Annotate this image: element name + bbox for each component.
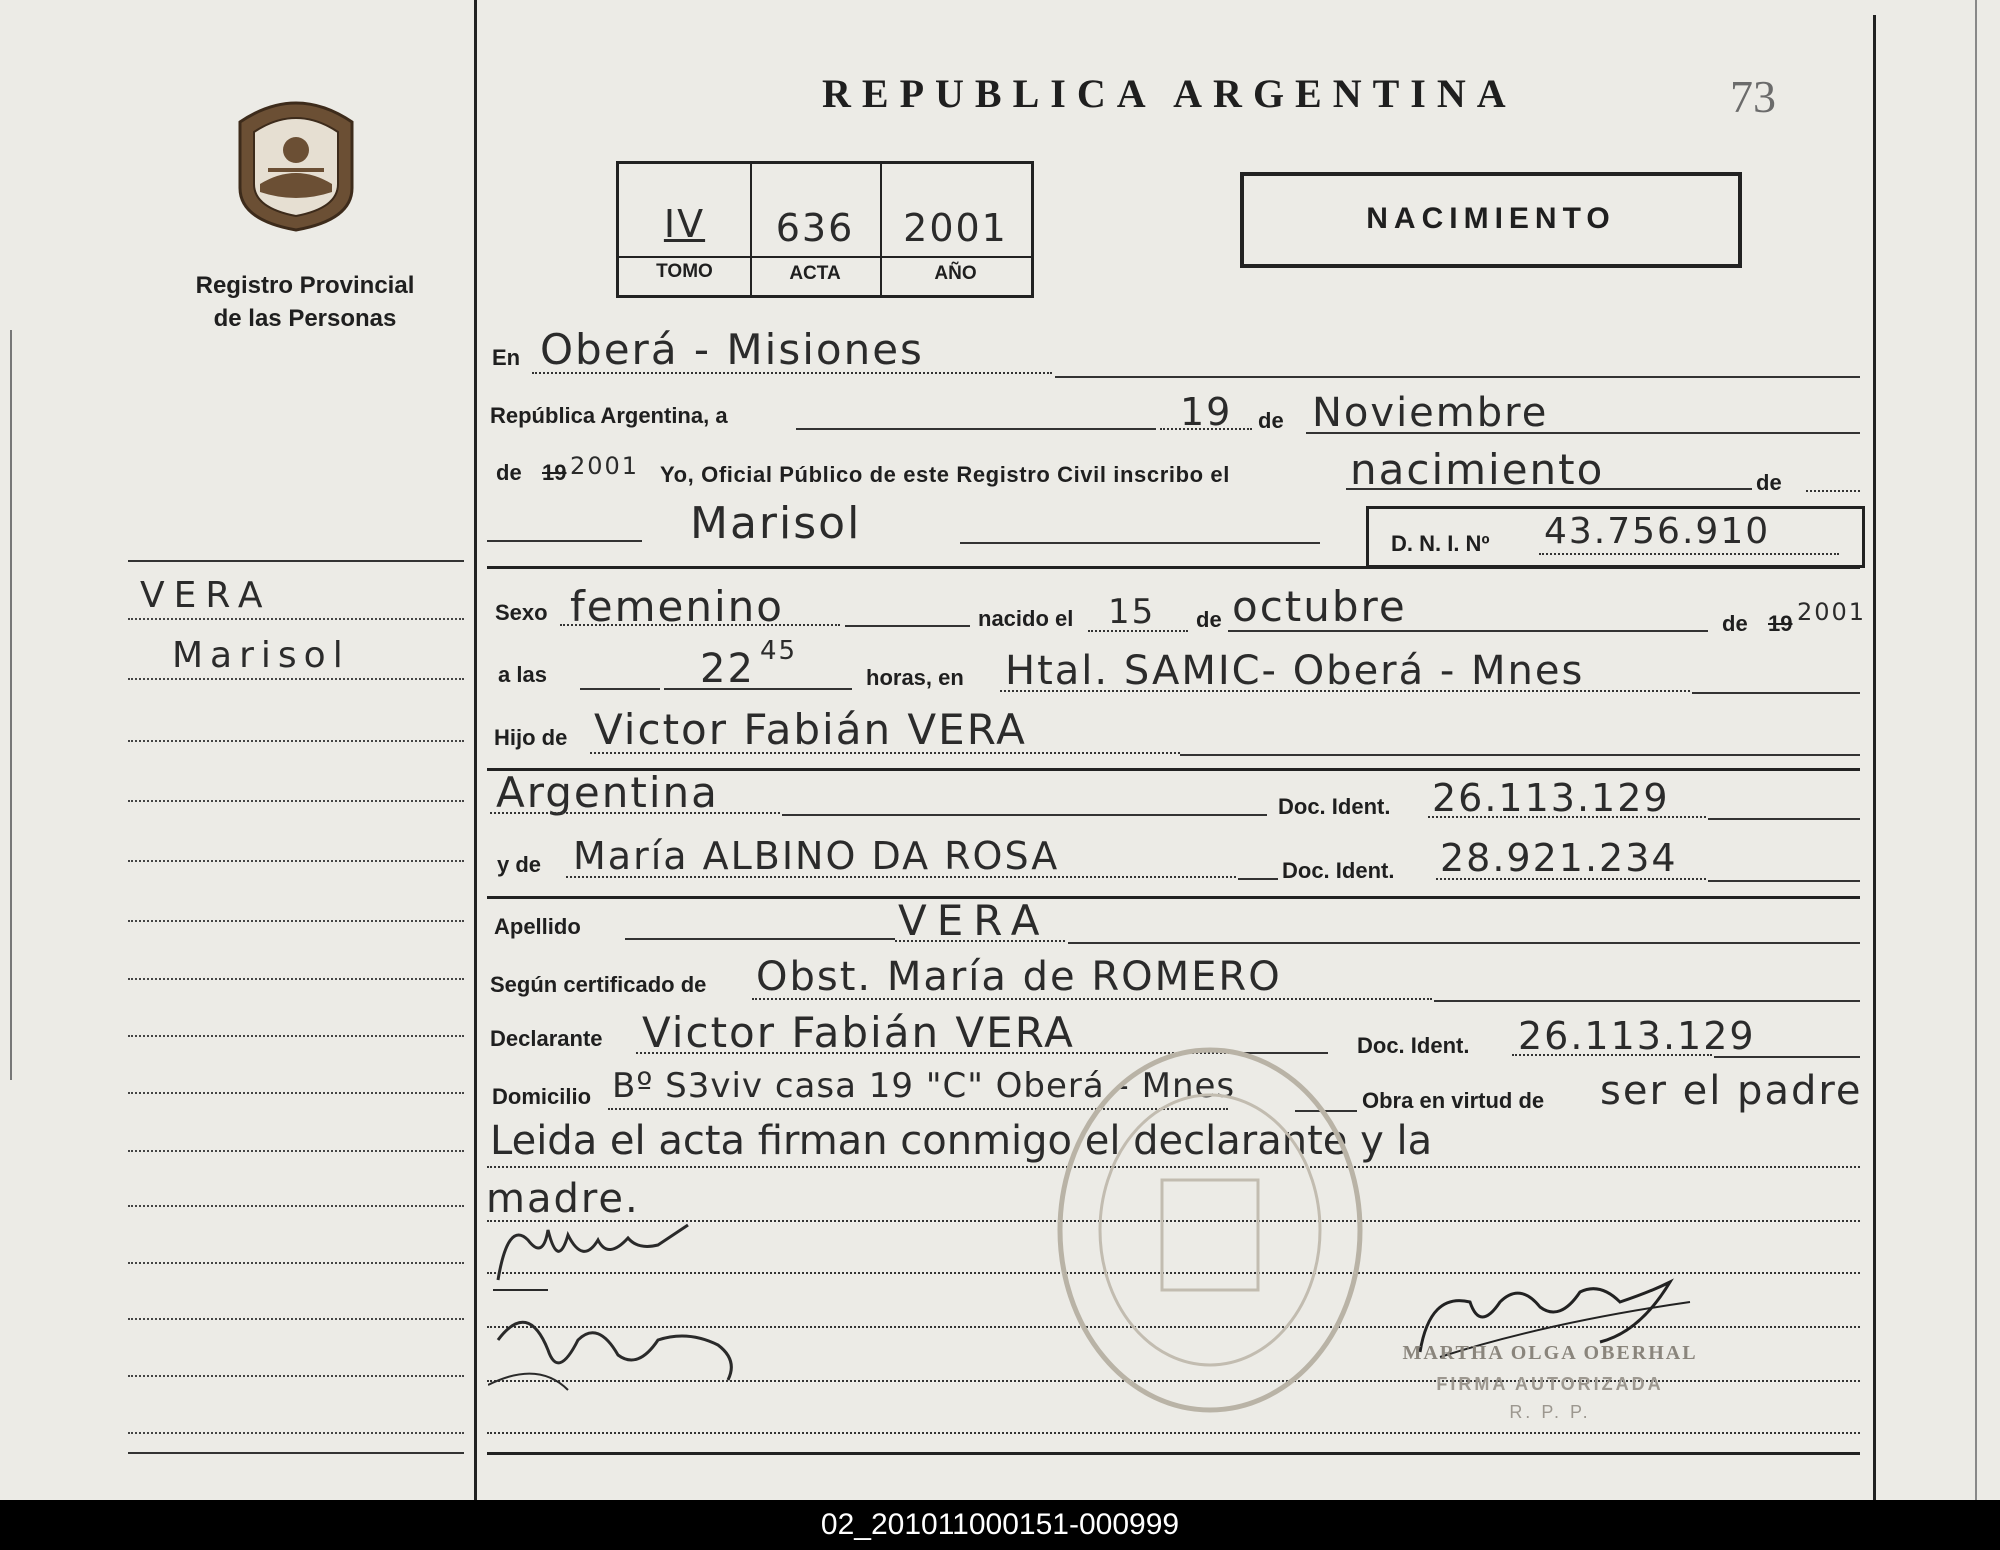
yo-text: Yo, Oficial Público de este Registro Civil inscribo el	[660, 462, 1230, 487]
dni-value: 43.756.910	[1544, 511, 1771, 552]
inscribo-value: nacimiento	[1350, 445, 1605, 494]
certificate-value: Obst. María de ROMERO	[756, 954, 1282, 1000]
nacido-day: 15	[1108, 592, 1156, 632]
tomo-label: TOMO	[656, 261, 713, 282]
de3-label: de	[1756, 470, 1782, 495]
record-type: NACIMIENTO	[1366, 202, 1616, 235]
republica-label: República Argentina, a	[490, 403, 728, 428]
doc-label-mother: Doc. Ident.	[1282, 858, 1395, 883]
mother-signature	[488, 1300, 788, 1400]
registry-name-line1: Registro Provincial	[195, 272, 415, 299]
dni-label: D. N. I. Nº	[1391, 531, 1490, 556]
official-title: FIRMA AUTORIZADA	[1436, 1374, 1664, 1394]
place-value: Oberá - Misiones	[540, 325, 924, 374]
right-border	[1873, 15, 1876, 1500]
nacido-year: 2001	[1797, 598, 1867, 626]
alas-minutes: 45	[760, 636, 798, 666]
father-doc: 26.113.129	[1432, 776, 1670, 820]
folio-number: 73	[1730, 71, 1776, 122]
registry-stamp	[1050, 1040, 1370, 1420]
registry-name-line2: de las Personas	[213, 305, 397, 332]
apellido-label: Apellido	[494, 914, 581, 939]
obra-value: ser el padre	[1600, 1068, 1863, 1114]
de5-label: de	[1722, 611, 1748, 636]
column-divider	[474, 0, 477, 1500]
year-value: 2001	[570, 452, 640, 480]
obra-label: Obra en virtud de	[1362, 1088, 1545, 1113]
month-value: Noviembre	[1312, 390, 1549, 436]
apellido-value: VERA	[898, 896, 1050, 945]
doc-label-declarante: Doc. Ident.	[1357, 1033, 1470, 1058]
binding-edge	[10, 330, 12, 1080]
reference-box	[616, 161, 1034, 298]
acta-label: ACTA	[789, 263, 841, 284]
child-value: Marisol	[690, 498, 862, 549]
nacido-month: octubre	[1232, 582, 1407, 631]
official-name: MARTHA OLGA OBERHAL	[1402, 1342, 1698, 1364]
margin-top-rule	[128, 560, 464, 562]
acta-value: 636	[775, 206, 855, 250]
margin-surname: VERA	[140, 575, 272, 616]
country-title: REPUBLICA ARGENTINA	[822, 71, 1517, 116]
sexo-value: femenino	[570, 582, 784, 631]
segun-label: Según certificado de	[490, 972, 707, 997]
father-nationality: Argentina	[496, 768, 719, 817]
file-id-footer: 02_201011000151-000999	[0, 1500, 2000, 1550]
de-label: de	[1258, 408, 1284, 433]
nacido-label: nacido el	[978, 606, 1074, 631]
provincial-seal	[228, 92, 364, 232]
dni-box	[1366, 506, 1865, 568]
doc-label-father: Doc. Ident.	[1278, 794, 1391, 819]
ano-value: 2001	[903, 206, 1008, 250]
de4-label: de	[1196, 607, 1222, 632]
day-value: 19	[1180, 390, 1233, 434]
domicilio-label: Domicilio	[492, 1084, 592, 1109]
mother-doc: 28.921.234	[1440, 836, 1678, 880]
sexo-label: Sexo	[495, 600, 548, 625]
father-name: Victor Fabián VERA	[594, 705, 1027, 754]
hijo-label: Hijo de	[494, 725, 568, 750]
year-printed: 19	[542, 460, 567, 485]
declarant-signature	[488, 1210, 698, 1300]
declarante-value: Victor Fabián VERA	[642, 1008, 1075, 1057]
horas-value: Htal. SAMIC- Oberá - Mnes	[1005, 648, 1585, 694]
closing-text-line1: Leida el acta firman conmigo el declarante y la	[490, 1118, 1433, 1164]
alas-value: 22	[700, 646, 755, 692]
en-label: En	[492, 345, 521, 370]
nacido-year-printed: 19	[1768, 611, 1793, 636]
page-edge	[1975, 0, 1977, 1500]
alas-label: a las	[498, 662, 547, 687]
horas-label: horas, en	[866, 665, 964, 690]
de2-label: de	[496, 460, 522, 485]
domicilio-value: Bº S3viv casa 19 "C" Oberá - Mnes	[612, 1066, 1236, 1106]
closing-text-line2: madre.	[486, 1176, 640, 1222]
ano-label: AÑO	[934, 263, 977, 284]
yde-label: y de	[497, 852, 542, 877]
tomo-value: IV	[663, 202, 706, 246]
official-org: R. P. P.	[1509, 1402, 1591, 1422]
record-type-box	[1240, 172, 1742, 268]
margin-name: Marisol	[172, 635, 350, 676]
declarante-label: Declarante	[490, 1026, 603, 1051]
declarante-doc: 26.113.129	[1518, 1014, 1756, 1058]
mother-name: María ALBINO DA ROSA	[573, 834, 1060, 878]
